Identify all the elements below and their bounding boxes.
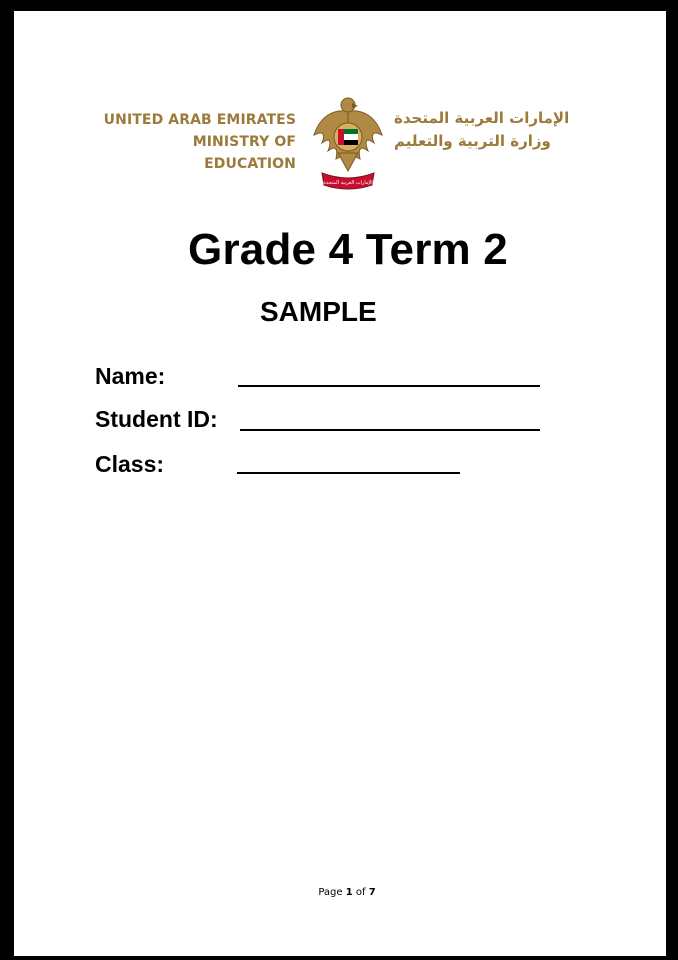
page-prefix: Page bbox=[318, 887, 343, 898]
class-field-line[interactable] bbox=[237, 472, 460, 474]
country-name-arabic: الإمارات العربية المتحدة bbox=[394, 109, 570, 127]
ministry-english-name bbox=[96, 109, 296, 175]
exam-title: Grade 4 Term 2 bbox=[188, 225, 508, 274]
emblem-ribbon-text: الإمارات العربية المتحدة bbox=[323, 180, 373, 186]
ministry-arabic-name bbox=[394, 107, 604, 153]
name-label: Name: bbox=[95, 363, 166, 389]
exam-subtitle: SAMPLE bbox=[260, 296, 377, 327]
current-page-number: 1 bbox=[345, 887, 353, 898]
student-id-label: Student ID: bbox=[95, 406, 218, 432]
uae-emblem-logo bbox=[312, 91, 384, 195]
class-label: Class: bbox=[95, 451, 165, 477]
page-number bbox=[14, 887, 678, 898]
ministry-name-english: MINISTRY OF EDUCATION bbox=[192, 134, 296, 172]
student-id-field-line[interactable] bbox=[240, 429, 540, 431]
total-page-count: 7 bbox=[368, 887, 376, 898]
name-field-line[interactable] bbox=[238, 385, 540, 387]
document-page bbox=[14, 11, 666, 956]
page-of-word: of bbox=[355, 887, 366, 898]
country-name-english: UNITED ARAB EMIRATES bbox=[103, 112, 296, 128]
ministry-name-arabic: وزارة التربية والتعليم bbox=[394, 132, 551, 150]
